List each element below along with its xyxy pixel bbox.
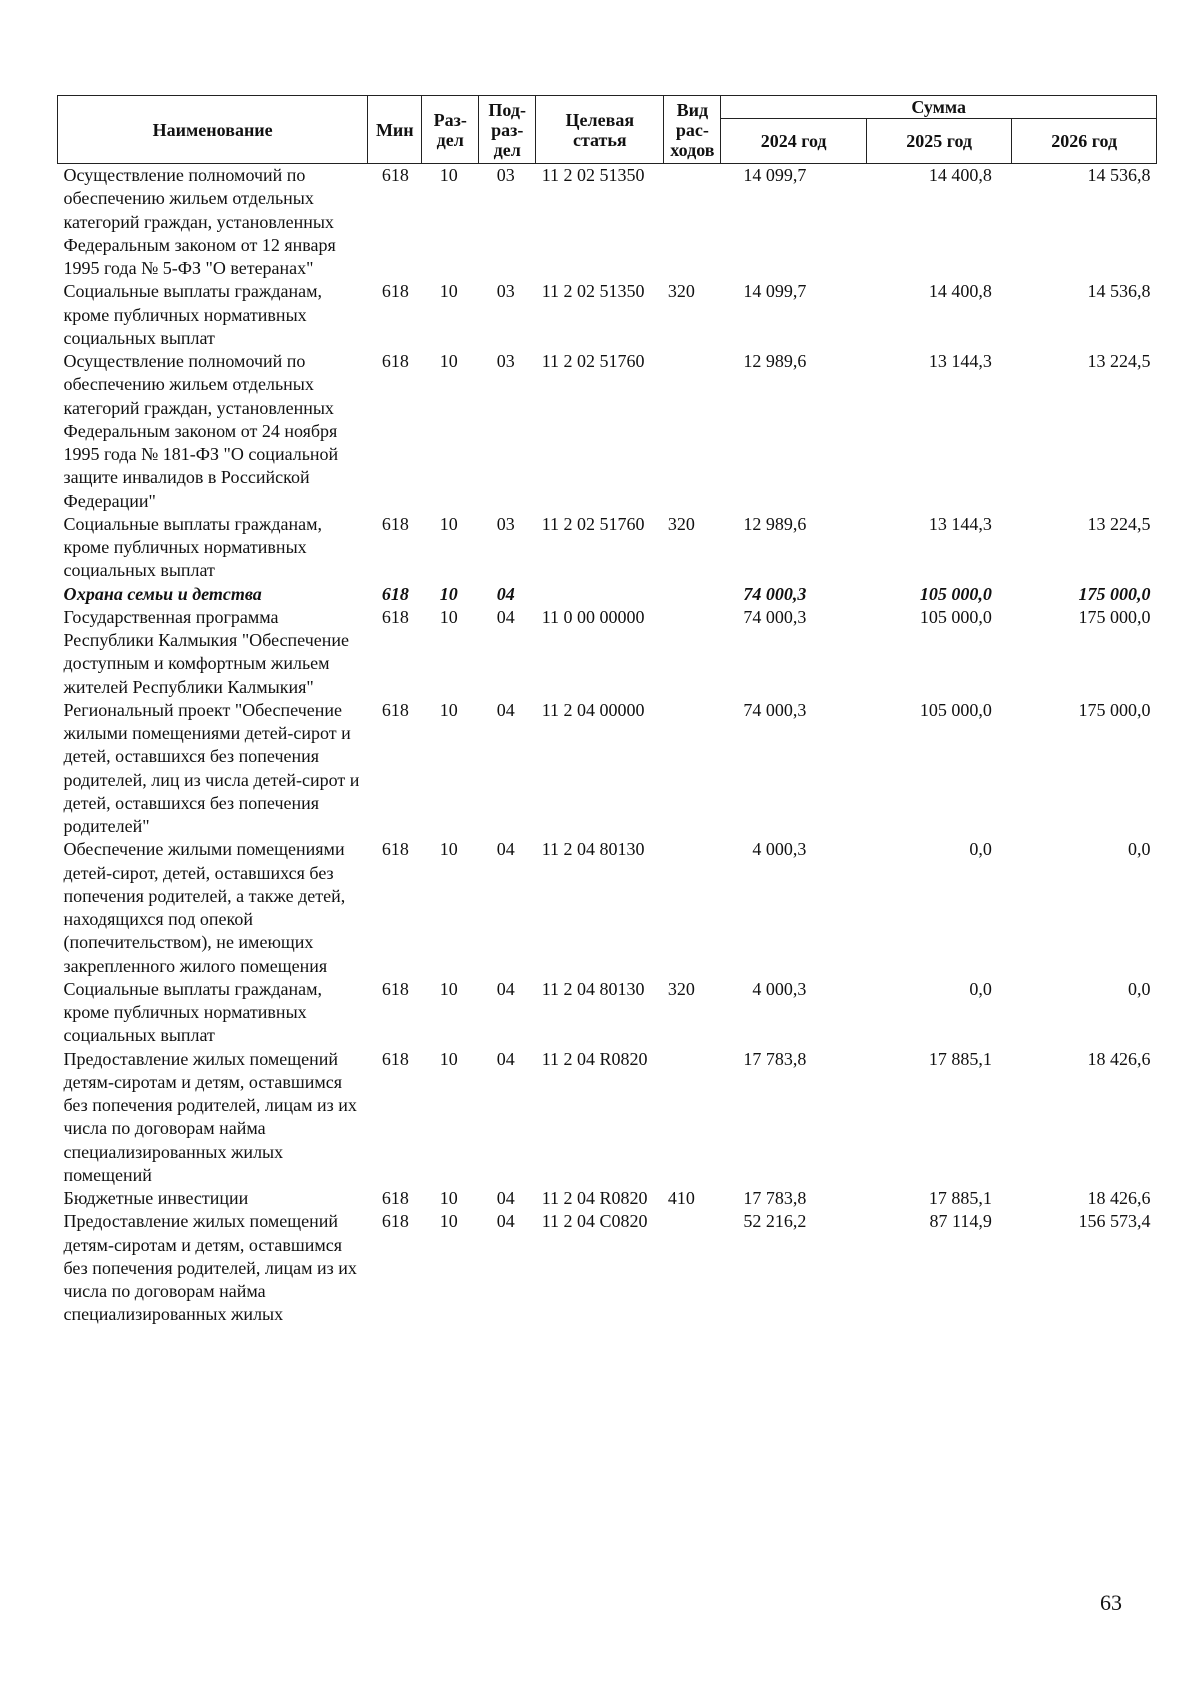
cell-razdel: 10 <box>439 1188 458 1208</box>
cell-razdel: 10 <box>439 583 458 604</box>
cell-2025: 13 144,3 <box>928 513 992 534</box>
cell-min: 618 <box>381 1188 409 1208</box>
cell-2024: 17 783,8 <box>743 1048 807 1069</box>
cell-2026: 175 000,0 <box>1078 583 1151 604</box>
cell-2026: 14 536,8 <box>1087 165 1151 185</box>
cell-name: Охрана семьи и детства <box>63 583 262 604</box>
cell-vid: 320 <box>667 281 695 302</box>
cell-vid: 320 <box>667 513 695 534</box>
cell-2026: 13 224,5 <box>1087 513 1151 534</box>
table-body <box>58 164 1157 1327</box>
table-row <box>58 1048 1157 1188</box>
cell-2026: 13 224,5 <box>1087 351 1151 371</box>
cell-2025: 105 000,0 <box>919 606 992 627</box>
cell-2025: 13 144,3 <box>928 351 992 371</box>
cell-podrazdel: 03 <box>496 351 515 371</box>
cell-podrazdel: 04 <box>496 1048 515 1069</box>
cell-2024: 74 000,3 <box>743 606 807 627</box>
cell-2024: 4 000,3 <box>752 978 807 999</box>
cell-2024: 74 000,3 <box>743 699 807 720</box>
cell-statya: 11 0 00 00000 <box>541 606 645 627</box>
cell-2026: 18 426,6 <box>1087 1048 1151 1069</box>
cell-min: 618 <box>381 1048 409 1069</box>
table-row <box>58 978 1157 1048</box>
cell-min: 618 <box>381 281 409 302</box>
cell-2026: 18 426,6 <box>1087 1188 1151 1208</box>
cell-statya: 11 2 04 R0820 <box>541 1188 648 1208</box>
cell-2024: 52 216,2 <box>743 1211 807 1232</box>
cell-statya: 11 2 04 80130 <box>541 978 645 999</box>
cell-2025: 87 114,9 <box>929 1211 992 1232</box>
cell-2024: 4 000,3 <box>752 839 807 860</box>
table-row <box>58 583 1157 606</box>
cell-2026: 156 573,4 <box>1078 1211 1151 1232</box>
cell-statya <box>536 583 664 606</box>
cell-razdel: 10 <box>439 1048 458 1069</box>
cell-statya: 11 2 04 00000 <box>541 699 645 720</box>
cell-podrazdel: 03 <box>496 165 515 185</box>
cell-2025: 0,0 <box>969 978 992 999</box>
header-name: Наименование <box>58 96 368 164</box>
header-statya: Целевая статья <box>536 96 664 164</box>
cell-name: Государственная программа Республики Калмыкия "Обеспечение доступным и комфортным жильем жителей Республики Калмыкия" <box>63 606 350 697</box>
cell-podrazdel: 04 <box>496 583 515 604</box>
cell-2026: 175 000,0 <box>1078 606 1151 627</box>
cell-statya: 11 2 02 51760 <box>541 513 645 534</box>
cell-2026: 0,0 <box>1128 839 1151 860</box>
cell-podrazdel: 04 <box>496 1211 515 1232</box>
table-row <box>58 606 1157 699</box>
table-row <box>58 164 1157 281</box>
cell-2024: 12 989,6 <box>743 351 807 371</box>
cell-podrazdel: 03 <box>496 281 515 302</box>
cell-statya: 11 2 02 51760 <box>541 351 645 371</box>
cell-2026: 0,0 <box>1128 978 1151 999</box>
page-number: 63 <box>1100 1590 1122 1615</box>
cell-min: 618 <box>381 699 409 720</box>
cell-podrazdel: 04 <box>496 699 515 720</box>
cell-2026: 14 536,8 <box>1087 281 1151 302</box>
cell-2025: 17 885,1 <box>928 1048 992 1069</box>
cell-razdel: 10 <box>439 699 458 720</box>
cell-min: 618 <box>381 839 409 860</box>
header-min: Мин <box>368 96 422 164</box>
table-row <box>58 350 1157 513</box>
header-summa: Сумма <box>721 96 1157 119</box>
cell-min: 618 <box>381 606 409 627</box>
cell-razdel: 10 <box>439 978 458 999</box>
cell-2026: 175 000,0 <box>1078 699 1151 720</box>
cell-razdel: 10 <box>439 165 458 185</box>
cell-vid: 320 <box>667 978 695 999</box>
table-row <box>58 1187 1157 1210</box>
cell-name: Социальные выплаты гражданам, кроме публичных нормативных социальных выплат <box>63 281 322 348</box>
cell-podrazdel: 04 <box>496 606 515 627</box>
cell-min: 618 <box>381 351 409 371</box>
cell-vid <box>664 164 721 281</box>
cell-name: Обеспечение жилыми помещениями детей-сирот, детей, оставшихся без попечения родителей, а также детей, находящихся под опекой (попечительством), не имеющих закрепленного жилого помещения <box>63 839 346 976</box>
table-header <box>58 96 1157 164</box>
header-year-2024: 2024 год <box>721 119 867 164</box>
cell-razdel: 10 <box>439 1211 458 1232</box>
cell-statya: 11 2 04 R0820 <box>541 1048 648 1069</box>
cell-2025: 105 000,0 <box>919 583 992 604</box>
cell-vid <box>664 606 721 699</box>
cell-razdel: 10 <box>439 281 458 302</box>
cell-vid <box>664 1210 721 1326</box>
cell-statya: 11 2 04 80130 <box>541 839 645 860</box>
cell-razdel: 10 <box>439 606 458 627</box>
cell-min: 618 <box>381 513 409 534</box>
cell-name: Предоставление жилых помещений детям-сиротам и детям, оставшимся без попечения родителей, лицам из их числа по договорам найма специализированных жилых <box>63 1211 357 1325</box>
cell-podrazdel: 04 <box>496 1188 515 1208</box>
header-year-2026: 2026 год <box>1012 119 1157 164</box>
budget-table <box>57 95 1157 1327</box>
cell-2025: 14 400,8 <box>928 281 992 302</box>
header-razdel: Раз- дел <box>422 96 479 164</box>
cell-2025: 14 400,8 <box>928 165 992 185</box>
header-year-2025: 2025 год <box>866 119 1012 164</box>
cell-name: Социальные выплаты гражданам, кроме публичных нормативных социальных выплат <box>63 513 322 581</box>
cell-statya: 11 2 02 51350 <box>541 281 645 302</box>
cell-vid: 410 <box>667 1188 695 1208</box>
cell-2025: 105 000,0 <box>919 699 992 720</box>
cell-2025: 17 885,1 <box>928 1188 992 1208</box>
cell-2024: 14 099,7 <box>743 165 807 185</box>
cell-2024: 74 000,3 <box>743 583 807 604</box>
table-row <box>58 1210 1157 1326</box>
cell-razdel: 10 <box>439 839 458 860</box>
cell-min: 618 <box>381 583 409 604</box>
cell-name: Региональный проект "Обеспечение жилыми помещениями детей-сирот и детей, оставшихся без попечения родителей, лиц из числа детей-сирот и детей, оставшихся без попечения родителей" <box>63 699 360 836</box>
header-vid: Вид рас- ходов <box>664 96 721 164</box>
cell-vid <box>664 699 721 839</box>
cell-name: Осуществление полномочий по обеспечению жильем отдельных категорий граждан, установленных Федеральным законом от 24 ноября 1995 года № 181-ФЗ "О социальной защите инвалидов в Российской Федерации" <box>63 351 339 511</box>
table-row <box>58 280 1157 350</box>
cell-podrazdel: 03 <box>496 513 515 534</box>
cell-razdel: 10 <box>439 351 458 371</box>
cell-2024: 14 099,7 <box>743 281 807 302</box>
table-row <box>58 838 1157 978</box>
cell-min: 618 <box>381 165 409 185</box>
cell-name: Социальные выплаты гражданам, кроме публичных нормативных социальных выплат <box>63 978 322 1046</box>
table-row <box>58 513 1157 583</box>
cell-vid <box>664 583 721 606</box>
table-row <box>58 699 1157 839</box>
cell-name: Бюджетные инвестиции <box>63 1188 249 1208</box>
header-podrazdel: Под- раз- дел <box>479 96 536 164</box>
cell-razdel: 10 <box>439 513 458 534</box>
cell-vid <box>664 1048 721 1188</box>
cell-min: 618 <box>381 978 409 999</box>
cell-vid <box>664 838 721 978</box>
cell-name: Осуществление полномочий по обеспечению жильем отдельных категорий граждан, установленных Федеральным законом от 12 января 1995 года № 5-ФЗ "О ветеранах" <box>63 165 336 278</box>
cell-name: Предоставление жилых помещений детям-сиротам и детям, оставшимся без попечения родителей, лицам из их числа по договорам найма специализированных жилых помещений <box>63 1048 357 1185</box>
cell-statya: 11 2 04 C0820 <box>541 1211 648 1232</box>
cell-2025: 0,0 <box>969 839 992 860</box>
cell-2024: 12 989,6 <box>743 513 807 534</box>
cell-statya: 11 2 02 51350 <box>541 165 645 185</box>
cell-vid <box>664 350 721 513</box>
cell-2024: 17 783,8 <box>743 1188 807 1208</box>
cell-min: 618 <box>381 1211 409 1232</box>
cell-podrazdel: 04 <box>496 839 515 860</box>
cell-podrazdel: 04 <box>496 978 515 999</box>
